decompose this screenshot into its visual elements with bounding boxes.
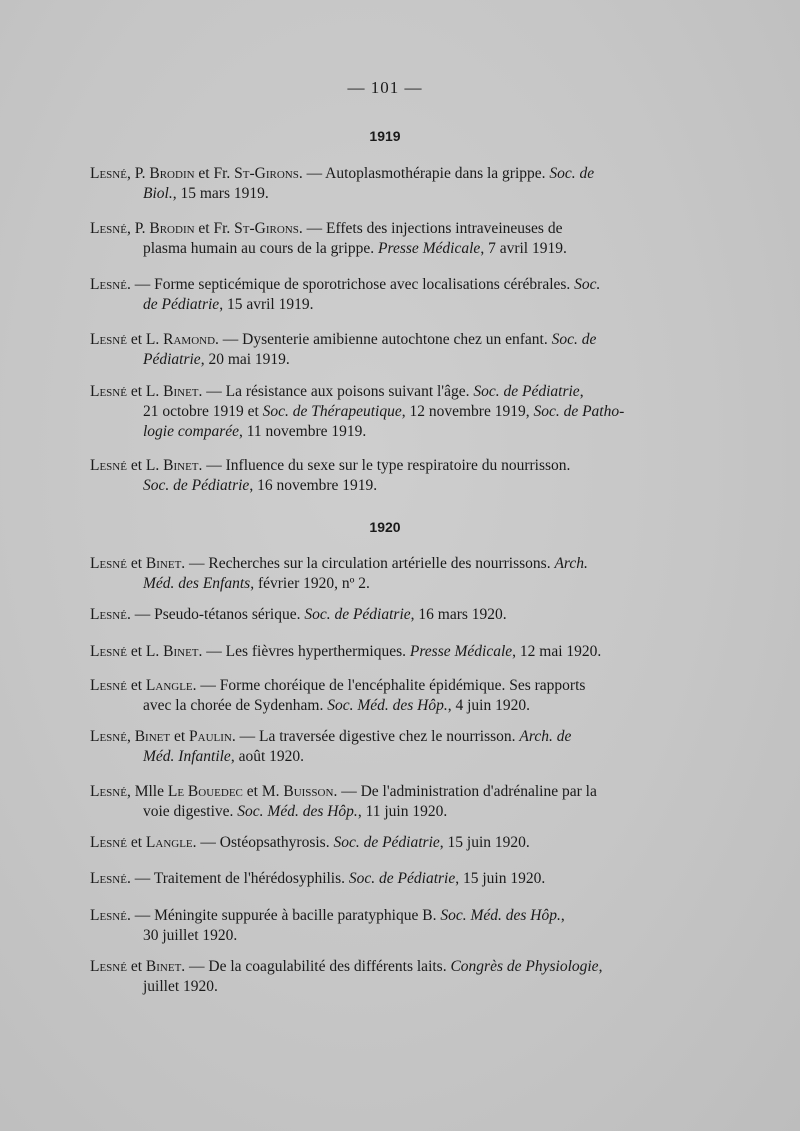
journal-title: Soc. Méd. des Hôp. — [237, 803, 358, 820]
entry-line — [90, 833, 685, 853]
entry-line — [90, 869, 685, 889]
author-name: Langle — [145, 677, 193, 694]
entry-line — [90, 642, 685, 662]
author-name: Lesné — [90, 555, 127, 572]
author-name: St-Girons — [234, 220, 299, 237]
author-name: Lesné — [90, 783, 127, 800]
author-name: Lesné — [90, 165, 127, 182]
entry-text: . — Ostéopsathyrosis. — [192, 834, 334, 851]
entry-text: , — [560, 907, 565, 924]
author-name: St-Girons — [234, 165, 299, 182]
entry-line — [90, 456, 685, 476]
entry-line — [90, 782, 685, 802]
entry-text: . — Traitement de l'hérédosyphilis. — [126, 870, 349, 887]
entry-text: avec la chorée de Sydenham. — [143, 697, 328, 714]
entry-line — [90, 382, 685, 402]
journal-title: Arch. — [554, 555, 588, 572]
author-name: Langle — [145, 834, 193, 851]
entry-text: , 16 mars 1920. — [410, 606, 507, 623]
journal-title: Presse Médicale — [409, 643, 513, 660]
entry-text: . — Les fièvres hyperthermiques. — [198, 643, 410, 660]
journal-title: Soc. de Pédiatrie — [143, 477, 250, 494]
author-name: Le Bouedec — [167, 783, 243, 800]
author-name: Binet — [163, 383, 199, 400]
entry-text: 21 octobre 1919 et — [143, 403, 263, 420]
bibliography-entry — [90, 957, 685, 997]
year-heading: 1920 — [369, 519, 401, 535]
journal-title: Méd. des Enfants — [143, 575, 251, 592]
bibliography-entry — [90, 382, 685, 442]
journal-title: Congrès de Physiologie — [450, 958, 599, 975]
entry-text: voie digestive. — [143, 803, 238, 820]
author-name: Lesné — [90, 728, 127, 745]
entry-text: , 12 novembre 1919, — [401, 403, 534, 420]
author-name: Lesné — [90, 643, 127, 660]
entry-text: , — [126, 728, 135, 745]
journal-title: Presse Médicale — [378, 240, 481, 257]
entry-line — [90, 219, 685, 239]
author-name: Lesné — [90, 958, 127, 975]
author-name: Lesné — [90, 870, 127, 887]
bibliography-entry — [90, 275, 685, 315]
bibliography-entry — [90, 676, 685, 716]
entry-text: . — Effets des injections intraveineuses de — [298, 220, 563, 237]
entry-text: et — [126, 677, 146, 694]
bibliography-entry — [90, 727, 685, 767]
entry-text: , — [598, 958, 603, 975]
journal-title: Soc. de Pédiatrie — [473, 383, 580, 400]
entry-text: . — Méningite suppurée à bacille paratyphique B. — [126, 907, 441, 924]
entry-text: et L. — [126, 331, 164, 348]
entry-text: et Fr. — [194, 165, 235, 182]
entry-text: . — Dysenterie amibienne autochtone chez un enfant. — [215, 331, 552, 348]
journal-title: Biol. — [143, 185, 173, 202]
author-name: Binet — [145, 958, 182, 975]
author-name: Paulin — [189, 728, 232, 745]
entry-text: , 15 juin 1920. — [439, 834, 530, 851]
entry-text: . — De la coagulabilité des différents laits. — [181, 958, 451, 975]
entry-text: et — [126, 555, 146, 572]
bibliography-entry — [90, 330, 685, 370]
author-name: Lesné — [90, 383, 127, 400]
bibliography-entry — [90, 219, 685, 259]
entry-text: , 15 mars 1919. — [172, 185, 269, 202]
entry-text: . — Autoplasmothérapie dans la grippe. — [298, 165, 550, 182]
entry-text: , février 1920, nº 2. — [250, 575, 370, 592]
entry-text: . — Forme septicémique de sporotrichose avec localisations cérébrales. — [126, 276, 575, 293]
entry-text: et L. — [126, 643, 164, 660]
entry-text: , 15 juin 1920. — [455, 870, 546, 887]
entry-text: . — Forme choréique de l'encéphalite épidémique. Ses rapports — [192, 677, 586, 694]
entry-line — [90, 802, 685, 822]
entry-text: , P. — [126, 220, 150, 237]
entry-text: , 15 avril 1919. — [219, 296, 314, 313]
author-name: Binet — [163, 643, 199, 660]
author-name: Brodin — [149, 165, 195, 182]
entry-line — [90, 330, 685, 350]
bibliography-entry — [90, 642, 685, 662]
author-name: Binet — [145, 555, 182, 572]
entry-text: et Fr. — [194, 220, 235, 237]
journal-title: Méd. Infantile — [143, 748, 231, 765]
entry-line — [90, 422, 685, 442]
journal-title: Soc. de Patho- — [533, 403, 625, 420]
entry-text: , Mlle — [126, 783, 168, 800]
author-name: Lesné — [90, 457, 127, 474]
author-name: Binet — [134, 728, 171, 745]
entry-text: plasma humain au cours de la grippe. — [143, 240, 379, 257]
entry-text: , — [579, 383, 584, 400]
journal-title: de Pédiatrie — [143, 296, 220, 313]
entry-line — [90, 747, 685, 767]
entry-text: . — La traversée digestive chez le nourrisson. — [231, 728, 520, 745]
entry-line — [90, 957, 685, 977]
entry-line — [90, 676, 685, 696]
journal-title: Soc. — [574, 276, 601, 293]
journal-title: Soc. Méd. des Hôp. — [327, 697, 448, 714]
journal-title: Pédiatrie — [143, 351, 201, 368]
entry-text: , 20 mai 1919. — [200, 351, 290, 368]
author-name: Lesné — [90, 220, 127, 237]
entry-text: . — Pseudo-tétanos sérique. — [126, 606, 305, 623]
entry-line — [90, 926, 685, 946]
bibliography-entry — [90, 456, 685, 496]
bibliography-entry — [90, 833, 685, 853]
bibliography-entry — [90, 869, 685, 889]
entry-text: , P. — [126, 165, 150, 182]
author-name: Lesné — [90, 331, 127, 348]
entry-line — [90, 402, 685, 422]
entry-line — [90, 605, 685, 625]
entry-text: juillet 1920. — [143, 978, 218, 995]
bibliography-entry — [90, 164, 685, 204]
entry-line — [90, 295, 685, 315]
author-name: Binet — [163, 457, 199, 474]
bibliography-entry — [90, 605, 685, 625]
entry-line — [90, 476, 685, 496]
entry-text: , 11 juin 1920. — [357, 803, 448, 820]
journal-title: Soc. de Pédiatrie — [333, 834, 440, 851]
author-name: Brodin — [149, 220, 195, 237]
journal-title: Soc. Méd. des Hôp. — [440, 907, 561, 924]
entry-line — [90, 727, 685, 747]
entry-line — [90, 275, 685, 295]
entry-line — [90, 239, 685, 259]
entry-text: et — [126, 958, 146, 975]
bibliography-entry — [90, 782, 685, 822]
year-heading: 1919 — [369, 128, 401, 144]
author-name: Buisson — [283, 783, 334, 800]
entry-text: . — Influence du sexe sur le type respiratoire du nourrisson. — [198, 457, 571, 474]
entry-text: 30 juillet 1920. — [143, 927, 238, 944]
page-number: — 101 — — [347, 78, 423, 97]
author-name: Lesné — [90, 677, 127, 694]
entry-text: , 4 juin 1920. — [447, 697, 530, 714]
bibliography-entry — [90, 554, 685, 594]
journal-title: Soc. de Pédiatrie — [348, 870, 456, 887]
entry-line — [90, 977, 685, 997]
entry-line — [90, 350, 685, 370]
entry-line — [90, 164, 685, 184]
bibliography-entry — [90, 906, 685, 946]
entry-text: , 12 mai 1920. — [512, 643, 602, 660]
entry-text: . — La résistance aux poisons suivant l'âge. — [198, 383, 474, 400]
entry-text: et L. — [126, 383, 164, 400]
journal-title: Soc. de — [549, 165, 595, 182]
entry-line — [90, 906, 685, 926]
entry-line — [90, 554, 685, 574]
entry-text: , 7 avril 1919. — [480, 240, 567, 257]
author-name: Lesné — [90, 907, 127, 924]
author-name: Ramond — [163, 331, 216, 348]
author-name: Lesné — [90, 606, 127, 623]
journal-title: Soc. de Pédiatrie — [304, 606, 411, 623]
journal-title: Soc. de Thérapeutique — [262, 403, 402, 420]
author-name: Lesné — [90, 276, 127, 293]
entry-text: . — De l'administration d'adrénaline par la — [333, 783, 597, 800]
journal-title: Arch. de — [519, 728, 572, 745]
journal-title: Soc. de — [551, 331, 597, 348]
entry-text: , août 1920. — [230, 748, 304, 765]
entry-text: , 11 novembre 1919. — [238, 423, 367, 440]
journal-title: logie comparée — [143, 423, 239, 440]
entry-line — [90, 184, 685, 204]
entry-line — [90, 696, 685, 716]
entry-text: et M. — [242, 783, 284, 800]
entry-line — [90, 574, 685, 594]
entry-text: et L. — [126, 457, 164, 474]
entry-text: et — [126, 834, 146, 851]
entry-text: , 16 novembre 1919. — [249, 477, 378, 494]
entry-text: . — Recherches sur la circulation artérielle des nourrissons. — [181, 555, 555, 572]
author-name: Lesné — [90, 834, 127, 851]
entry-text: et — [170, 728, 190, 745]
